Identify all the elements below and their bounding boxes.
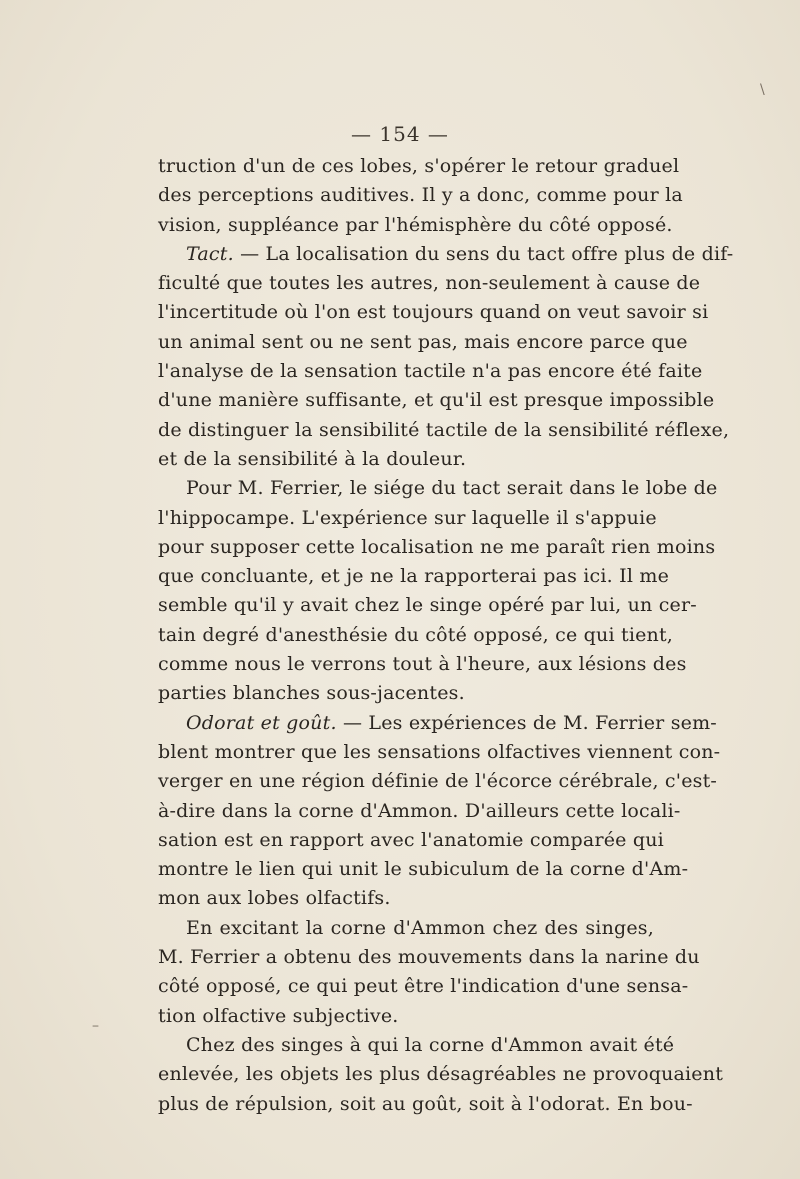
text-line: Chez des singes à qui la corne d'Ammon avait été <box>186 1033 675 1056</box>
text-line: pour supposer cette localisation ne me paraît rien moins <box>158 535 716 558</box>
text-line: montre le lien qui unit le subiculum de la corne d'Am- <box>158 858 689 881</box>
text-line: tain degré d'anesthésie du côté opposé, ce qui tient, <box>158 623 674 646</box>
text-line: tion olfactive subjective. <box>158 1004 399 1027</box>
text-line: vision, suppléance par l'hémisphère du côté opposé. <box>158 213 673 236</box>
text-line: l'hippocampe. L'expérience sur laquelle il s'appuie <box>158 506 657 529</box>
page-number: — 154 — <box>351 122 449 146</box>
text-line: l'incertitude où l'on est toujours quand on veut savoir si <box>158 301 709 324</box>
text-line: parties blanches sous-jacentes. <box>158 682 465 705</box>
text-line: côté opposé, ce qui peut être l'indication d'une sensa- <box>158 975 689 998</box>
margin-dash: – <box>92 1018 99 1034</box>
section-heading-tact: Tact. <box>186 242 234 265</box>
text-line: des perceptions auditives. Il y a donc, comme pour la <box>158 184 683 207</box>
text-line: sation est en rapport avec l'anatomie comparée qui <box>158 828 664 851</box>
text-line: En excitant la corne d'Ammon chez des singes, <box>186 916 654 939</box>
text-line: comme nous le verrons tout à l'heure, aux lésions des <box>158 653 687 676</box>
text-line: Pour M. Ferrier, le siége du tact serait dans le lobe de <box>186 477 718 500</box>
text-line: blent montrer que les sensations olfactives viennent con- <box>158 740 721 763</box>
text-line: à-dire dans la corne d'Ammon. D'ailleurs cette locali- <box>158 799 681 822</box>
text-line: l'analyse de la sensation tactile n'a pas encore été faite <box>158 360 703 383</box>
text-line: ficulté que toutes les autres, non-seulement à cause de <box>158 272 701 295</box>
text-line: truction d'un de ces lobes, s'opérer le retour graduel <box>158 155 680 177</box>
text-line: de distinguer la sensibilité tactile de la sensibilité réflexe, <box>158 418 730 441</box>
text-line: que concluante, et je ne la rapporterai pas ici. Il me <box>158 565 670 588</box>
section-heading-line: Odorat et goût. — Les expériences de M. Ferrier sem- <box>186 711 717 734</box>
text-line: verger en une région définie de l'écorce cérébrale, c'est- <box>158 770 718 793</box>
text-line: plus de répulsion, soit au goût, soit à l'odorat. En bou- <box>158 1092 693 1115</box>
text-line: un animal sent ou ne sent pas, mais encore parce que <box>158 330 688 353</box>
section-heading-odorat: Odorat et goût. <box>186 711 337 734</box>
text-line: d'une manière suffisante, et qu'il est presque impossible <box>158 389 715 412</box>
text-line: et de la sensibilité à la douleur. <box>158 447 467 470</box>
section-heading-line: Tact. — La localisation du sens du tact offre plus de dif- <box>186 242 734 265</box>
text-line: enlevée, les objets les plus désagréables ne provoquaient <box>158 1063 724 1086</box>
text-line: mon aux lobes olfactifs. <box>158 887 391 910</box>
body-text <box>158 152 734 1119</box>
margin-speck: \ <box>760 82 765 98</box>
text-line: M. Ferrier a obtenu des mouvements dans la narine du <box>158 946 700 969</box>
text-line: semble qu'il y avait chez le singe opéré par lui, un cer- <box>158 594 697 617</box>
